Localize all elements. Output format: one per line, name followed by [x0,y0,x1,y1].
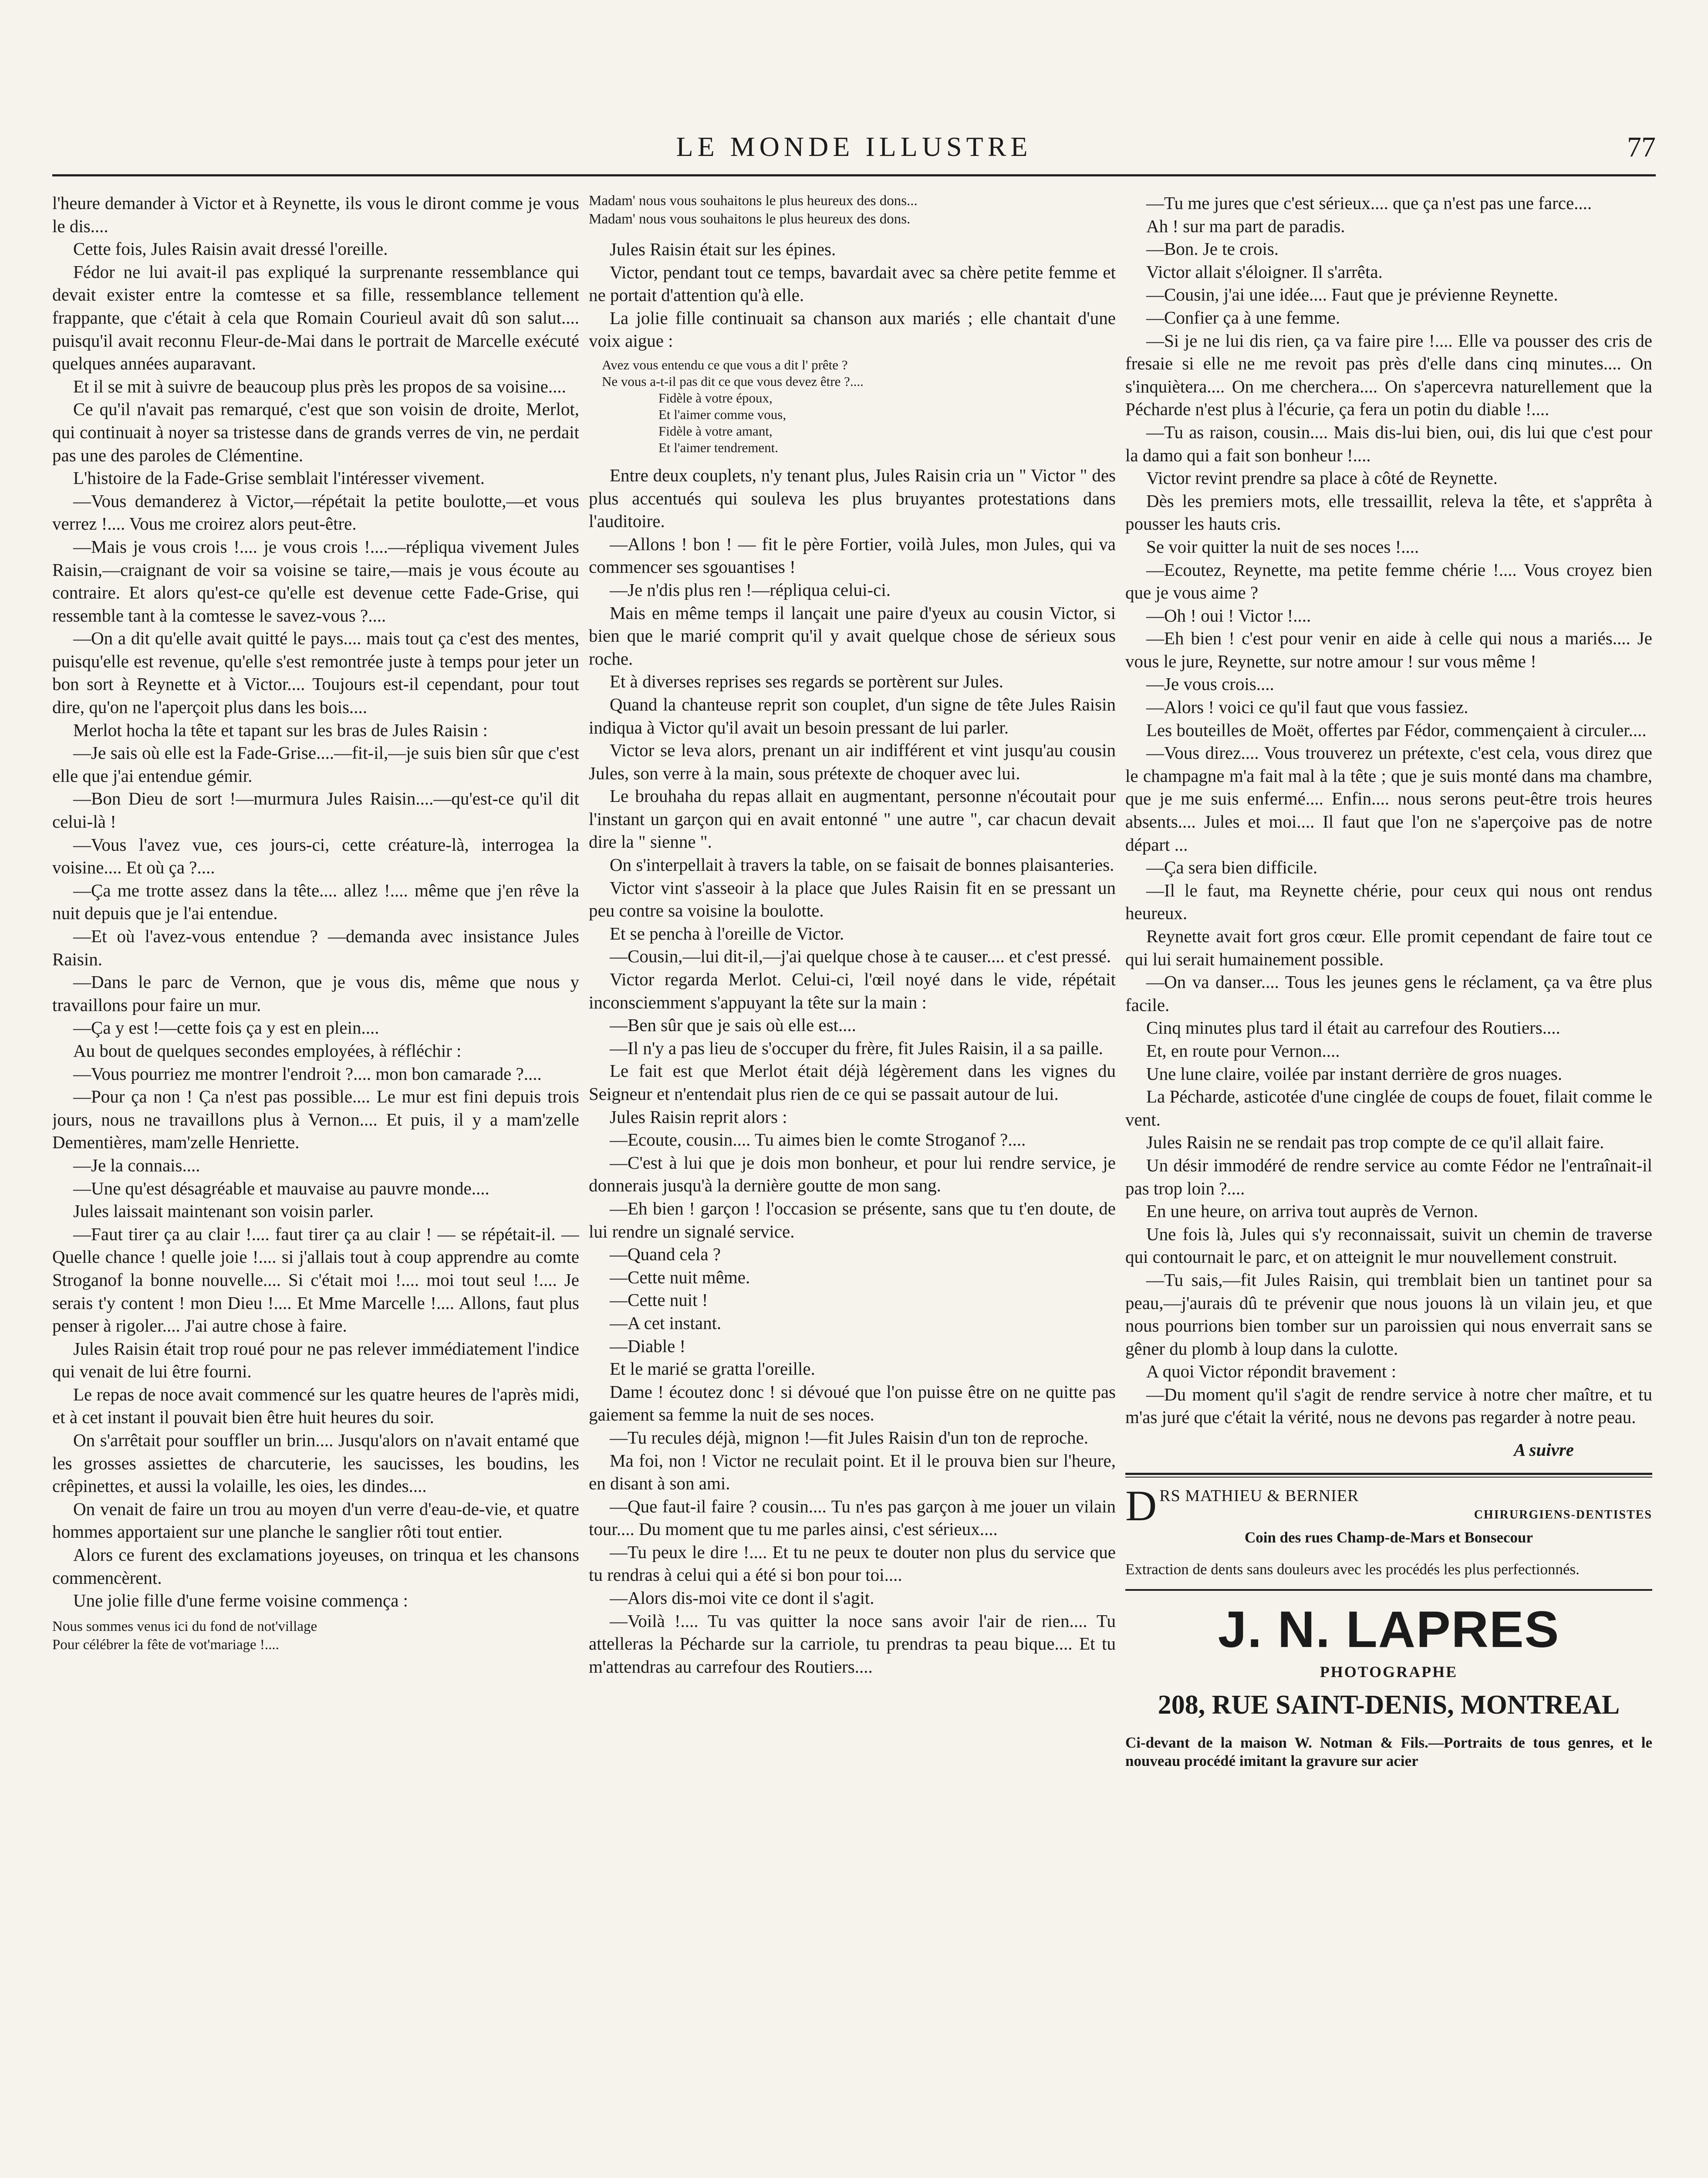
paragraph: —Ecoute, cousin.... Tu aimes bien le comte Stroganof ?.... [610,1130,1026,1150]
photographer-address: 208, RUE SAINT-DENIS, MONTREAL [1158,1690,1620,1720]
paragraph: —Je n'dis plus ren !—répliqua celui-ci. [610,579,891,600]
paragraph: —Confier ça à une femme. [1146,307,1340,328]
verse-line: Et l'aimer comme vous, [658,406,786,422]
paragraph: Fédor ne lui avait-il pas expliqué la surprenante ressemblance qui devait exister entre la comtesse et sa fille, ressemblance tellement frappante, que c'était à cela que Romain Courieul avait dû son salut.... puisqu'il avait reconnu Fleur-de-Mai dans le portrait de Marcelle exécuté quelques années auparavant. [52,261,579,374]
paragraph: Et se pencha à l'oreille de Victor. [610,923,844,944]
paragraph: Mais en même temps il lançait une paire d'yeux au cousin Victor, si bien que le marié comprit qu'il y avait quelque chose de sérieux sous roche. [589,602,1116,669]
paragraph: —Ben sûr que je sais où elle est.... [610,1015,856,1035]
paragraph: Victor, pendant tout ce temps, bavardait avec sa chère petite femme et ne portait d'attention qu'à elle. [589,262,1116,305]
paragraph: —Il n'y a pas lieu de s'occuper du frère, fit Jules Raisin, il a sa paille. [610,1038,1103,1058]
paragraph: —Cette nuit même. [610,1267,750,1287]
paragraph: Victor vint s'asseoir à la place que Jules Raisin fit en se pressant un peu contre sa voisine la boulotte. [589,877,1116,921]
paragraph: —Du moment qu'il s'agit de rendre service à notre cher maître, et tu m'as juré que c'était la vérité, nous ne devons pas regarder à notre peau. [1125,1384,1652,1427]
verse-line: Madam' nous vous souhaitons le plus heureux des dons... [589,193,918,209]
paragraph: —Alors dis-moi vite ce dont il s'agit. [610,1588,874,1608]
paragraph: —Quand cela ? [610,1244,721,1265]
paragraph: —Pour ça non ! Ça n'est pas possible.... Le mur est fini depuis trois jours, nous ne travaillons plus à Vernon.... Et puis, il y a mam'zelle Dementières, mam'zelle Henriette. [52,1086,579,1153]
paragraph: —Si je ne lui dis rien, ça va faire pire !.... Elle va pousser des cris de fresaie si elle ne me revoit pas près d'elle dans cinq minutes.... On s'inquiètera.... On me cherchera.... On s'apercevra naturellement que la Pécharde n'est plus à l'écurie, ça fera un potin du diable !.... [1125,330,1652,419]
song-lines [589,192,1116,228]
verse-line: Pour célébrer la fête de vot'mariage !.... [52,1637,279,1653]
paragraph: Un désir immodéré de rendre service au comte Fédor ne l'entraînait-il pas trop loin ?.... [1125,1155,1652,1198]
page-header [52,131,1656,179]
header-rule [52,174,1656,176]
paragraph: La Pécharde, asticotée d'une cinglée de coups de fouet, filait comme le vent. [1125,1086,1652,1130]
verse-line: Fidèle à votre époux, [658,390,773,406]
paragraph: —Alors ! voici ce qu'il faut que vous fassiez. [1146,697,1468,717]
paragraph: —Oh ! oui ! Victor !.... [1146,605,1311,626]
paragraph: —Je sais où elle est la Fade-Grise....—fit-il,—je suis bien sûr que c'est elle que j'ai entendue gémir. [52,743,579,786]
paragraph: —Faut tirer ça au clair !.... faut tirer ça au clair ! — se répétait-il. — Quelle chance ! quelle joie !.... si j'allais tout à coup apprendre au comte Stroganof la bonne nouvelle.... Si c'était moi !.... moi tout seul !.... Je serais t'y content ! mon Dieu !.... Et Mme Marcelle !.... Allons, faut plus penser à rigoler.... J'ai autre chose à faire. [52,1224,579,1336]
paragraph: Le brouhaha du repas allait en augmentant, personne n'écoutait pour l'instant un garçon qui en avait entonné " une autre ", car chacun devait dire la " sienne ". [589,786,1116,852]
paragraph: Une lune claire, voilée par instant derrière de gros nuages. [1146,1063,1563,1084]
column-2-text-b [589,464,1116,1678]
a-suivre: A suivre [1514,1440,1574,1460]
dentist-text: Extraction de dents sans douleurs avec les procédés les plus perfectionnés. [1125,1560,1580,1578]
paragraph: —Voilà !.... Tu vas quitter la noce sans avoir l'air de rien.... Tu attelleras la Pécharde sur la carriole, tu prendras ta peau bique.... Et tu m'attendras au carrefour des Routiers.... [589,1610,1116,1677]
paragraph: On s'interpellait à travers la table, on se faisait de bonnes plaisanteries. [610,855,1114,875]
paragraph: —Bon Dieu de sort !—murmura Jules Raisin....—qu'est-ce qu'il dit celui-là ! [52,788,579,832]
dentist-ad [1125,1481,1652,1579]
paragraph: Jules Raisin ne se rendait pas trop compte de ce qu'il allait faire. [1146,1132,1604,1153]
paragraph: Le fait est que Merlot était déjà légèrement dans les vignes du Seigneur et n'entendait plus rien de ce qui se passait autour de lui. [589,1061,1116,1104]
paragraph: Ce qu'il n'avait pas remarqué, c'est que son voisin de droite, Merlot, qui continuait à noyer sa tristesse dans de grands verres de vin, ne perdait pas une des paroles de Clémentine. [52,399,579,465]
paragraph: —A cet instant. [610,1312,722,1333]
paragraph: —Vous direz.... Vous trouverez un prétexte, c'est cela, vous direz que le champagne m'a fait mal à la tête ; que je suis monté dans ma chambre, que je me suis enfermé.... Enfin.... nous serons peut-être trois heures absents.... Jules et moi.... Il faut que l'on ne s'aperçoive pas de notre départ ... [1125,743,1652,855]
paragraph: —On va danser.... Tous les jeunes gens le réclament, ça va être plus facile. [1125,972,1652,1015]
paragraph: Une fois là, Jules qui s'y reconnaissait, suivit un chemin de traverse qui contournait le parc, et on atteignit le mur nouvellement construit. [1125,1224,1652,1267]
paragraph: Jules Raisin reprit alors : [610,1106,787,1127]
paragraph: —Je la connais.... [73,1155,200,1175]
column-2 [589,192,1116,2178]
column-1-text [52,192,579,1612]
verse [602,357,1116,456]
paragraph: Dame ! écoutez donc ! si dévoué que l'on puisse être on ne quitte pas gaiement sa femme la nuit de ses noces. [589,1381,1116,1425]
paragraph: —Tu peux le dire !.... Et tu ne peux te douter non plus du service que tu rendras à celui qui a été si bon pour toi.... [589,1542,1116,1585]
verse-line: Fidèle à votre amant, [658,423,773,439]
paragraph: —Allons ! bon ! — fit le père Fortier, voilà Jules, mon Jules, qui va commencer ses sgouantises ! [589,534,1116,577]
paragraph: Et, en route pour Vernon.... [1146,1040,1340,1061]
paragraph: —Tu sais,—fit Jules Raisin, qui tremblait bien un tantinet pour sa peau,—j'aurais dû te prévenir que nous jouons là un vilain jeu, et que nous pourrions bien tomber sur un paroissien qui nous enverrait sans se gêner du plomb à loup dans la culotte. [1125,1269,1652,1359]
paragraph: Merlot hocha la tête et tapant sur les bras de Jules Raisin : [73,720,488,740]
paragraph: En une heure, on arriva tout auprès de Vernon. [1146,1201,1478,1221]
photographer-name: J. N. LAPRES [1218,1600,1560,1658]
paragraph: —Que faut-il faire ? cousin.... Tu n'es pas garçon à me jouer un vilain tour.... Du moment que tu me parles ainsi, c'est sérieux.... [589,1496,1116,1539]
paragraph: —Mais je vous crois !.... je vous crois !....—répliqua vivement Jules Raisin,—craignant de voir sa voisine se taire,—mais je vous écoute au contraire. Et alors qu'est-ce qu'elle est devenue cette Fade-Grise, qui ressemble tant à la comtesse le savez-vous ?.... [52,536,579,626]
ad-divider [1125,1589,1652,1591]
paragraph: L'histoire de la Fade-Grise semblait l'intéresser vivement. [73,468,485,488]
paragraph: On venait de faire un trou au moyen d'un verre d'eau-de-vie, et quatre hommes apportaient sur une planche le sanglier rôti tout entier. [52,1498,579,1542]
paragraph: —On a dit qu'elle avait quitté le pays.... mais tout ça c'est des mentes, puisqu'elle est revenue, qu'elle s'est remontrée juste à temps pour jeter un bon sort à Reynette et à Victor.... Toujours est-il cependant, pour tout dire, qu'on ne l'aperçoit plus dans les bois.... [52,628,579,717]
paragraph: —C'est à lui que je dois mon bonheur, et pour lui rendre service, je donnerais jusqu'à la dernière goutte de mon sang. [589,1152,1116,1196]
paragraph: —Dans le parc de Vernon, que je vous dis, même que nous y travaillons pour faire un mur. [52,972,579,1015]
paragraph: —Vous l'avez vue, ces jours-ci, cette créature-là, interrogea la voisine.... Et où ça ?.... [52,834,579,878]
paragraph: Quand la chanteuse reprit son couplet, d'un signe de tête Jules Raisin indiqua à Victor qu'il avait un besoin pressant de lui parler. [589,694,1116,737]
paragraph: Cinq minutes plus tard il était au carrefour des Routiers.... [1146,1018,1560,1038]
paragraph: —Eh bien ! garçon ! l'occasion se présente, sans que tu t'en doute, de lui rendre un signalé service. [589,1198,1116,1241]
paragraph: —Je vous crois.... [1146,674,1274,694]
paragraph: —Ça y est !—cette fois ça y est en plein.... [73,1018,379,1038]
paragraph: La jolie fille continuait sa chanson aux mariés ; elle chantait d'une voix aigue : [589,308,1116,351]
paragraph: Jules laissait maintenant son voisin parler. [73,1201,374,1221]
paragraph: Jules Raisin était trop roué pour ne pas relever immédiatement l'indice qui venait de lui être fourni. [52,1338,579,1382]
dentist-address: Coin des rues Champ-de-Mars et Bonsecour [1244,1529,1533,1546]
paragraph: —Ça sera bien difficile. [1146,857,1318,878]
paragraph: —Tu me jures que c'est sérieux.... que ça n'est pas une farce.... [1146,193,1592,213]
song-lines [52,1617,579,1654]
paragraph: —Une qu'est désagréable et mauvaise au pauvre monde.... [73,1178,489,1198]
paragraph: l'heure demander à Victor et à Reynette, ils vous le diront comme je vous le dis.... [52,193,579,236]
paragraph: Une jolie fille d'une ferme voisine commença : [73,1590,408,1611]
paragraph: —Diable ! [610,1336,686,1356]
paragraph: Se voir quitter la nuit de ses noces !.... [1146,536,1419,557]
verse-line: Ne vous a-t-il pas dit ce que vous devez être ?.... [602,373,864,389]
column-3-text [1125,192,1652,1429]
paragraph: —Et où l'avez-vous entendue ? —demanda avec insistance Jules Raisin. [52,926,579,969]
paragraph: Et à diverses reprises ses regards se portèrent sur Jules. [610,671,1004,692]
paragraph: Jules Raisin était sur les épines. [610,239,836,259]
masthead: LE MONDE ILLUSTRE [676,131,1032,162]
verse-line: Nous sommes venus ici du fond de not'village [52,1618,317,1634]
paragraph: Victor se leva alors, prenant un air indifférent et vint jusqu'au cousin Jules, son verre à la main, sous prétexte de choquer avec lui. [589,740,1116,783]
paragraph: Ah ! sur ma part de paradis. [1146,216,1345,236]
paragraph: Le repas de noce avait commencé sur les quatre heures de l'après midi, et à cet instant il pouvait bien être huit heures du soir. [52,1384,579,1427]
column-2-text-a [589,238,1116,352]
paragraph: A quoi Victor répondit bravement : [1146,1361,1397,1382]
paragraph: —Vous demanderez à Victor,—répétait la petite boulotte,—et vous verrez !.... Vous me croirez alors peut-être. [52,490,579,534]
dropcap: D [1125,1481,1157,1530]
column-3 [1125,192,1652,2178]
paragraph: Au bout de quelques secondes employées, à réfléchir : [73,1040,462,1061]
paragraph: Victor regarda Merlot. Celui-ci, l'œil noyé dans le vide, répétait inconsciemment s'appuyant la tête sur la main : [589,969,1116,1012]
paragraph: —Tu recules déjà, mignon !—fit Jules Raisin d'un ton de reproche. [610,1427,1089,1447]
paragraph: —Il le faut, ma Reynette chérie, pour ceux qui nous ont rendus heureux. [1125,880,1652,923]
paragraph: On s'arrêtait pour souffler un brin.... Jusqu'alors on n'avait entamé que les grosses assiettes de charcuterie, les saucisses, les boudins, les crêpinettes, et aussi la volaille, les oies, les dindes.... [52,1430,579,1496]
paragraph: Victor allait s'éloigner. Il s'arrêta. [1146,261,1383,282]
paragraph: —Cousin,—lui dit-il,—j'ai quelque chose à te causer.... et c'est pressé. [610,946,1111,967]
paragraph: Dès les premiers mots, elle tressaillit, releva la tête, et s'apprêta à pousser les hauts cris. [1125,490,1652,534]
paragraph: —Tu as raison, cousin.... Mais dis-lui bien, oui, dis lui que c'est pour la damo qui a fait son bonheur !.... [1125,422,1652,465]
column-1 [52,192,579,2178]
paragraph: —Ecoutez, Reynette, ma petite femme chérie !.... Vous croyez bien que je vous aime ? [1125,559,1652,603]
paragraph: Et le marié se gratta l'oreille. [610,1359,815,1379]
paragraph: Et il se mit à suivre de beaucoup plus près les propos de sa voisine.... [73,376,566,396]
paragraph: —Bon. Je te crois. [1146,239,1279,259]
dentist-names: RS MATHIEU & BERNIER [1159,1486,1359,1505]
ad-divider [1125,1473,1652,1478]
paragraph: Entre deux couplets, n'y tenant plus, Jules Raisin cria un " Victor " des plus accentués qui souleva les plus bruyantes protestations dans l'auditoire. [589,465,1116,531]
paragraph: —Cousin, j'ai une idée.... Faut que je prévienne Reynette. [1146,284,1558,305]
photographer-profession: PHOTOGRAPHE [1320,1663,1458,1681]
photographer-text: Ci-devant de la maison W. Notman & Fils.—Portraits de tous genres, et le nouveau procédé imitant la gravure sur acier [1125,1734,1652,1770]
paragraph: —Eh bien ! c'est pour venir en aide à celle qui nous a mariés.... Je vous le jure, Reynette, sur notre amour ! sur vous même ! [1125,628,1652,671]
paragraph: Alors ce furent des exclamations joyeuses, on trinqua et les chansons commencèrent. [52,1545,579,1588]
paragraph: —Cette nuit ! [610,1290,708,1310]
verse-line: Et l'aimer tendrement. [658,440,779,455]
paragraph: Victor revint prendre sa place à côté de Reynette. [1146,468,1498,488]
verse-line: Avez vous entendu ce que vous a dit l' prête ? [602,357,848,372]
paragraph: Les bouteilles de Moët, offertes par Fédor, commençaient à circuler.... [1146,720,1647,740]
page-number: 77 [1627,131,1656,163]
photographer-ad [1125,1601,1652,1771]
paragraph: —Ça me trotte assez dans la tête.... allez !.... même que j'en rêve la nuit depuis que je l'ai entendue. [52,880,579,923]
paragraph: Cette fois, Jules Raisin avait dressé l'oreille. [73,239,388,259]
paragraph: Ma foi, non ! Victor ne reculait point. Et il le prouva bien sur l'heure, en disant à son ami. [589,1450,1116,1494]
dentist-profession: CHIRURGIENS-DENTISTES [1474,1508,1652,1522]
verse-line: Madam' nous vous souhaitons le plus heureux des dons. [589,211,911,227]
paragraph: Reynette avait fort gros cœur. Elle promit cependant de faire tout ce qui lui serait humainement possible. [1125,926,1652,969]
paragraph: —Vous pourriez me montrer l'endroit ?.... mon bon camarade ?.... [73,1063,542,1084]
